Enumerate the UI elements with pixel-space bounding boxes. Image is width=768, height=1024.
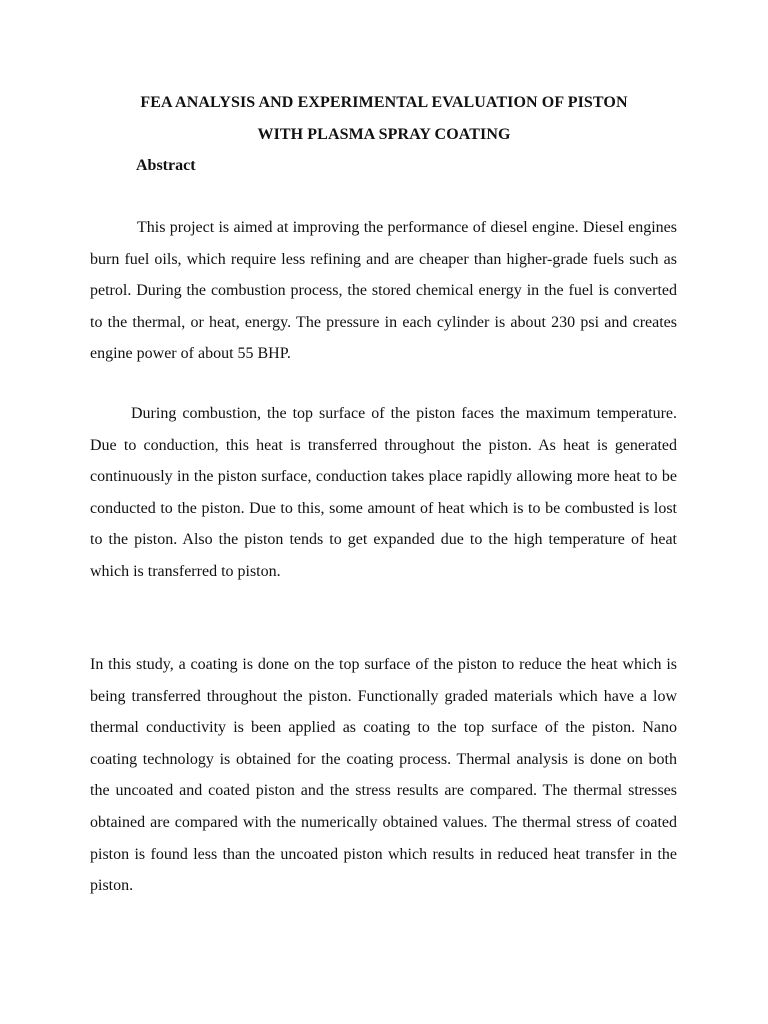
abstract-heading: Abstract <box>136 157 196 174</box>
abstract-paragraph-1: This project is aimed at improving the performance of diesel engine. Diesel engines burn fuel oils, which require less refining and are cheaper than higher-grade fuels such as petrol. During the combustion process, the stored chemical energy in the fuel is converted to the thermal, or heat, energy. The pressure in each cylinder is about 230 psi and creates engine power of about 55 BHP. <box>90 219 677 363</box>
abstract-paragraph-3: In this study, a coating is done on the top surface of the piston to reduce the heat which is being transferred throughout the piston. Functionally graded materials which have a low thermal conductivity is been applied as coating to the top surface of the piston. Nano coating technology is obtained for the coating process. Thermal analysis is done on both the uncoated and coated piston and the stress results are compared. The thermal stresses obtained are compared with the numerically obtained values. The thermal stress of coated piston is found less than the uncoated piston which results in reduced heat transfer in the piston. <box>90 656 677 895</box>
document-title-line-1: FEA ANALYSIS AND EXPERIMENTAL EVALUATION OF PISTON <box>140 94 628 111</box>
document-title-line-2: WITH PLASMA SPRAY COATING <box>257 126 511 143</box>
abstract-paragraph-2: During combustion, the top surface of the piston faces the maximum temperature. Due to conduction, this heat is transferred throughout the piston. As heat is generated continuously in the piston surface, conduction takes place rapidly allowing more heat to be conducted to the piston. Due to this, some amount of heat which is to be combusted is lost to the piston. Also the piston tends to get expanded due to the high temperature of heat which is transferred to piston. <box>90 405 677 580</box>
